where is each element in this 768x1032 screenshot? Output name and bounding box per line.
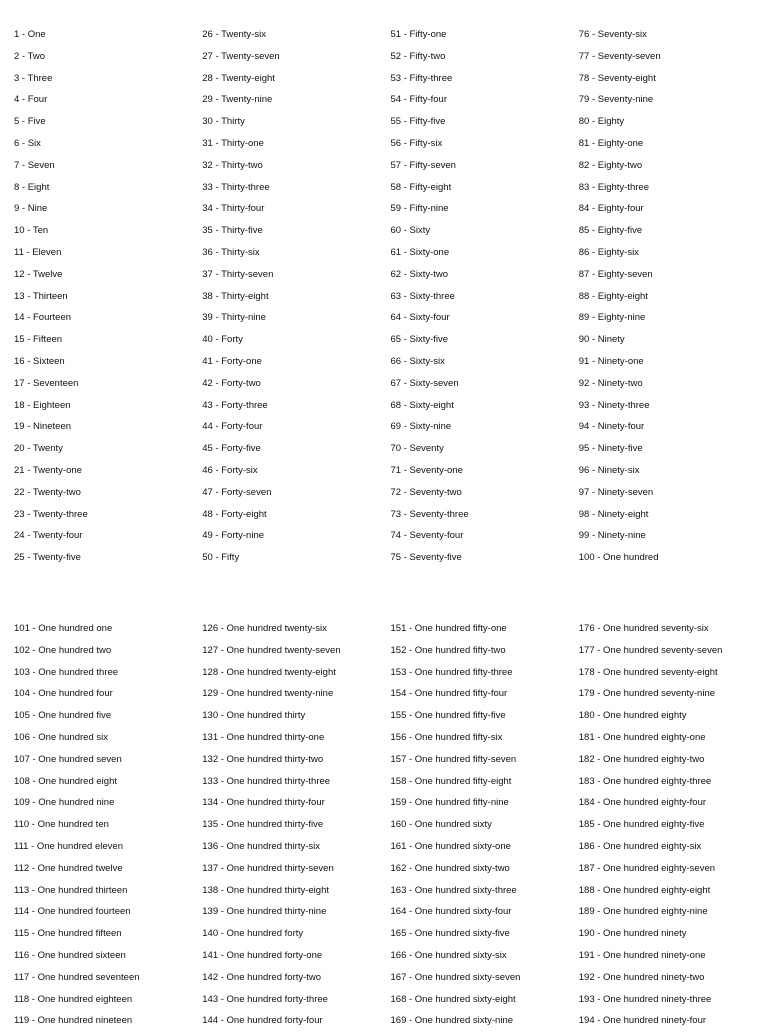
number-entry: 135 - One hundred thirty-five	[202, 819, 324, 831]
number-entry: 180 - One hundred eighty	[578, 710, 687, 722]
number-entry: 191 - One hundred ninety-one	[578, 949, 706, 961]
number-entry: 186 - One hundred eighty-six	[578, 840, 702, 852]
number-entry: 178 - One hundred seventy-eight	[578, 666, 718, 678]
number-entry: 169 - One hundred sixty-nine	[390, 1015, 514, 1027]
number-entry: 43 - Forty-three	[202, 399, 268, 411]
number-entry: 110 - One hundred ten	[14, 819, 109, 831]
number-entry: 59 - Fifty-nine	[390, 203, 449, 215]
number-entry: 69 - Sixty-nine	[390, 421, 452, 433]
number-entry: 190 - One hundred ninety	[578, 928, 687, 940]
number-entry: 99 - Ninety-nine	[578, 530, 646, 542]
number-columns	[0, 618, 768, 1032]
number-entry: 49 - Forty-nine	[202, 530, 265, 542]
number-entry: 101 - One hundred one	[14, 623, 113, 634]
number-column	[0, 618, 202, 1032]
number-entry: 82 - Eighty-two	[578, 159, 643, 171]
number-entry: 66 - Sixty-six	[390, 355, 445, 367]
number-entry: 13 - Thirteen	[14, 290, 68, 302]
number-entry: 131 - One hundred thirty-one	[202, 731, 325, 743]
number-entry: 9 - Nine	[14, 203, 48, 215]
number-entry: 144 - One hundred forty-four	[202, 1015, 323, 1027]
number-entry: 44 - Forty-four	[202, 421, 263, 433]
number-entry: 33 - Thirty-three	[202, 181, 270, 193]
number-entry: 154 - One hundred fifty-four	[390, 688, 508, 700]
number-entry: 84 - Eighty-four	[578, 203, 644, 215]
number-entry: 10 - Ten	[14, 225, 49, 237]
number-entry: 80 - Eighty	[578, 116, 625, 128]
number-entry: 19 - Nineteen	[14, 421, 72, 433]
number-entry: 47 - Forty-seven	[202, 486, 272, 498]
number-entry: 136 - One hundred thirty-six	[202, 840, 321, 852]
number-entry: 24 - Twenty-four	[14, 530, 83, 542]
number-entry: 189 - One hundred eighty-nine	[578, 906, 708, 918]
number-column	[579, 24, 768, 569]
number-entry: 177 - One hundred seventy-seven	[578, 644, 723, 656]
number-entry: 126 - One hundred twenty-six	[202, 623, 327, 634]
number-entry: 73 - Seventy-three	[390, 508, 469, 520]
number-entry: 32 - Thirty-two	[202, 159, 263, 171]
number-entry: 100 - One hundred	[578, 552, 659, 564]
number-entry: 16 - Sixteen	[14, 355, 65, 367]
number-entry: 187 - One hundred eighty-seven	[578, 862, 716, 874]
number-entry: 77 - Seventy-seven	[578, 50, 661, 62]
number-entry: 89 - Eighty-nine	[578, 312, 646, 324]
number-entry: 156 - One hundred fifty-six	[390, 731, 503, 743]
number-entry: 167 - One hundred sixty-seven	[390, 971, 521, 983]
number-entry: 181 - One hundred eighty-one	[578, 731, 706, 743]
number-entry: 26 - Twenty-six	[202, 29, 266, 40]
number-entry: 164 - One hundred sixty-four	[390, 906, 512, 918]
number-entry: 87 - Eighty-seven	[578, 268, 653, 280]
number-entry: 11 - Eleven	[14, 246, 62, 258]
number-entry: 29 - Twenty-nine	[202, 94, 273, 106]
number-entry: 39 - Thirty-nine	[202, 312, 266, 324]
number-entry: 162 - One hundred sixty-two	[390, 862, 510, 874]
number-entry: 86 - Eighty-six	[578, 246, 639, 258]
number-entry: 7 - Seven	[14, 159, 55, 171]
number-entry: 8 - Eight	[14, 181, 50, 193]
number-entry: 22 - Twenty-two	[14, 486, 81, 498]
number-entry: 81 - Eighty-one	[578, 137, 644, 149]
number-entry: 4 - Four	[14, 94, 48, 106]
number-entry: 88 - Eighty-eight	[578, 290, 648, 302]
number-column	[391, 24, 579, 569]
number-entry: 153 - One hundred fifty-three	[390, 666, 513, 678]
number-entry: 165 - One hundred sixty-five	[390, 928, 510, 940]
number-entry: 53 - Fifty-three	[390, 72, 453, 84]
number-entry: 161 - One hundred sixty-one	[390, 840, 511, 852]
number-entry: 1 - One	[14, 29, 46, 40]
number-entry: 17 - Seventeen	[14, 377, 79, 389]
number-entry: 116 - One hundred sixteen	[14, 949, 126, 961]
number-entry: 36 - Thirty-six	[202, 246, 260, 258]
number-entry: 127 - One hundred twenty-seven	[202, 644, 341, 656]
number-entry: 48 - Forty-eight	[202, 508, 267, 520]
number-entry: 2 - Two	[14, 50, 45, 62]
number-entry: 51 - Fifty-one	[390, 29, 447, 40]
number-entry: 27 - Twenty-seven	[202, 50, 280, 62]
number-entry: 142 - One hundred forty-two	[202, 971, 322, 983]
number-entry: 133 - One hundred thirty-three	[202, 775, 331, 787]
number-columns	[0, 24, 768, 569]
number-entry: 152 - One hundred fifty-two	[390, 644, 506, 656]
number-entry: 50 - Fifty	[202, 552, 240, 564]
number-entry: 140 - One hundred forty	[202, 928, 304, 940]
number-entry: 72 - Seventy-two	[390, 486, 462, 498]
number-entry: 20 - Twenty	[14, 443, 63, 455]
number-entry: 109 - One hundred nine	[14, 797, 115, 809]
number-entry: 35 - Thirty-five	[202, 225, 263, 237]
number-entry: 118 - One hundred eighteen	[14, 993, 133, 1005]
number-entry: 15 - Fifteen	[14, 334, 63, 346]
number-entry: 107 - One hundred seven	[14, 753, 122, 765]
number-entry: 188 - One hundred eighty-eight	[578, 884, 711, 896]
number-entry: 194 - One hundred ninety-four	[578, 1015, 707, 1027]
number-entry: 114 - One hundred fourteen	[14, 906, 131, 918]
number-entry: 97 - Ninety-seven	[578, 486, 654, 498]
number-entry: 30 - Thirty	[202, 116, 245, 128]
number-entry: 105 - One hundred five	[14, 710, 112, 722]
number-entry: 94 - Ninety-four	[578, 421, 645, 433]
number-entry: 41 - Forty-one	[202, 355, 262, 367]
number-entry: 21 - Twenty-one	[14, 464, 82, 476]
number-entry: 132 - One hundred thirty-two	[202, 753, 324, 765]
number-entry: 143 - One hundred forty-three	[202, 993, 328, 1005]
number-entry: 96 - Ninety-six	[578, 464, 640, 476]
number-entry: 74 - Seventy-four	[390, 530, 464, 542]
number-entry: 40 - Forty	[202, 334, 243, 346]
number-entry: 182 - One hundred eighty-two	[578, 753, 705, 765]
number-column	[202, 24, 390, 569]
number-entry: 23 - Twenty-three	[14, 508, 88, 520]
number-entry: 163 - One hundred sixty-three	[390, 884, 517, 896]
number-entry: 91 - Ninety-one	[578, 355, 644, 367]
number-entry: 68 - Sixty-eight	[390, 399, 454, 411]
number-entry: 192 - One hundred ninety-two	[578, 971, 705, 983]
number-entry: 139 - One hundred thirty-nine	[202, 906, 327, 918]
number-entry: 79 - Seventy-nine	[578, 94, 654, 106]
number-entry: 5 - Five	[14, 116, 46, 128]
number-entry: 130 - One hundred thirty	[202, 710, 306, 722]
number-entry: 61 - Sixty-one	[390, 246, 450, 258]
number-entry: 104 - One hundred four	[14, 688, 113, 700]
number-entry: 137 - One hundred thirty-seven	[202, 862, 334, 874]
number-entry: 157 - One hundred fifty-seven	[390, 753, 517, 765]
number-list-block-1	[0, 24, 768, 569]
number-entry: 12 - Twelve	[14, 268, 63, 280]
number-entry: 62 - Sixty-two	[390, 268, 449, 280]
number-entry: 83 - Eighty-three	[578, 181, 649, 193]
number-entry: 58 - Fifty-eight	[390, 181, 452, 193]
number-entry: 63 - Sixty-three	[390, 290, 455, 302]
number-entry: 128 - One hundred twenty-eight	[202, 666, 336, 678]
number-entry: 34 - Thirty-four	[202, 203, 265, 215]
number-entry: 183 - One hundred eighty-three	[578, 775, 712, 787]
number-entry: 129 - One hundred twenty-nine	[202, 688, 334, 700]
number-entry: 160 - One hundred sixty	[390, 819, 492, 831]
number-column	[202, 618, 390, 1032]
number-entry: 193 - One hundred ninety-three	[578, 993, 712, 1005]
number-entry: 184 - One hundred eighty-four	[578, 797, 707, 809]
number-entry: 54 - Fifty-four	[390, 94, 447, 106]
number-entry: 85 - Eighty-five	[578, 225, 643, 237]
number-entry: 70 - Seventy	[390, 443, 444, 455]
number-entry: 31 - Thirty-one	[202, 137, 264, 149]
number-entry: 102 - One hundred two	[14, 644, 112, 656]
number-entry: 64 - Sixty-four	[390, 312, 450, 324]
number-entry: 159 - One hundred fifty-nine	[390, 797, 509, 809]
number-entry: 67 - Sixty-seven	[390, 377, 459, 389]
number-entry: 60 - Sixty	[390, 225, 431, 237]
number-entry: 76 - Seventy-six	[578, 29, 647, 40]
number-entry: 65 - Sixty-five	[390, 334, 449, 346]
number-column	[579, 618, 768, 1032]
number-entry: 28 - Twenty-eight	[202, 72, 275, 84]
number-entry: 185 - One hundred eighty-five	[578, 819, 705, 831]
number-entry: 155 - One hundred fifty-five	[390, 710, 506, 722]
number-entry: 52 - Fifty-two	[390, 50, 446, 62]
number-entry: 115 - One hundred fifteen	[14, 928, 122, 940]
number-entry: 168 - One hundred sixty-eight	[390, 993, 516, 1005]
number-entry: 6 - Six	[14, 137, 41, 149]
number-entry: 106 - One hundred six	[14, 731, 109, 743]
number-entry: 158 - One hundred fifty-eight	[390, 775, 512, 787]
number-entry: 141 - One hundred forty-one	[202, 949, 323, 961]
number-entry: 113 - One hundred thirteen	[14, 884, 128, 896]
number-column	[0, 24, 202, 569]
number-entry: 119 - One hundred nineteen	[14, 1015, 133, 1027]
number-entry: 151 - One hundred fifty-one	[390, 623, 507, 634]
number-entry: 93 - Ninety-three	[578, 399, 650, 411]
number-entry: 90 - Ninety	[578, 334, 625, 346]
number-entry: 103 - One hundred three	[14, 666, 119, 678]
number-list-block-2	[0, 618, 768, 1032]
number-entry: 138 - One hundred thirty-eight	[202, 884, 329, 896]
number-entry: 112 - One hundred twelve	[14, 862, 123, 874]
number-entry: 71 - Seventy-one	[390, 464, 463, 476]
number-entry: 55 - Fifty-five	[390, 116, 446, 128]
number-entry: 18 - Eighteen	[14, 399, 71, 411]
number-entry: 38 - Thirty-eight	[202, 290, 269, 302]
number-entry: 111 - One hundred eleven	[14, 840, 123, 852]
number-entry: 56 - Fifty-six	[390, 137, 443, 149]
number-entry: 108 - One hundred eight	[14, 775, 117, 787]
number-entry: 95 - Ninety-five	[578, 443, 643, 455]
number-entry: 42 - Forty-two	[202, 377, 261, 389]
number-entry: 98 - Ninety-eight	[578, 508, 649, 520]
number-entry: 78 - Seventy-eight	[578, 72, 656, 84]
number-entry: 45 - Forty-five	[202, 443, 261, 455]
number-entry: 75 - Seventy-five	[390, 552, 462, 564]
number-entry: 37 - Thirty-seven	[202, 268, 274, 280]
number-column	[391, 618, 579, 1032]
number-entry: 25 - Twenty-five	[14, 552, 81, 564]
number-entry: 166 - One hundred sixty-six	[390, 949, 507, 961]
number-entry: 3 - Three	[14, 72, 53, 84]
number-entry: 46 - Forty-six	[202, 464, 258, 476]
number-entry: 117 - One hundred seventeen	[14, 971, 140, 983]
number-entry: 92 - Ninety-two	[578, 377, 643, 389]
number-entry: 14 - Fourteen	[14, 312, 72, 324]
number-entry: 176 - One hundred seventy-six	[578, 623, 709, 634]
number-entry: 134 - One hundred thirty-four	[202, 797, 325, 809]
number-entry: 179 - One hundred seventy-nine	[578, 688, 716, 700]
number-entry: 57 - Fifty-seven	[390, 159, 456, 171]
